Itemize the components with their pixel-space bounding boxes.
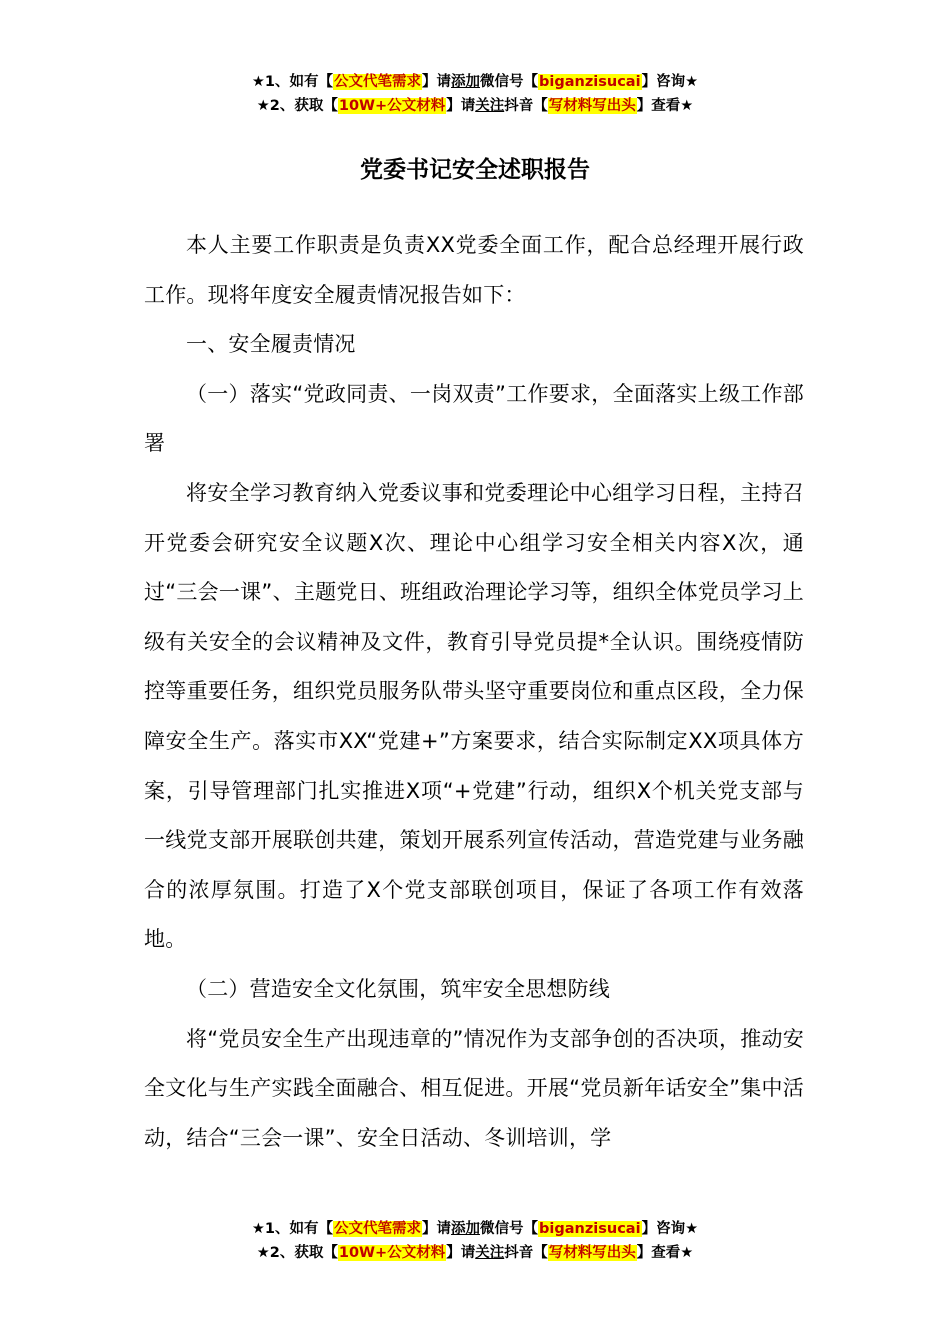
douyin-account: 写材料写出头 — [548, 1245, 636, 1261]
subsection-heading: （二）营造安全文化氛围，筑牢安全思想防线 — [186, 976, 610, 1001]
promo-line-2: ★2、获取【10W+公文材料】请关注抖音【写材料写出头】查看★ — [256, 98, 694, 114]
subsection-heading: （一）落实“党政同责、一岗双责”工作要求，全面落实上级工作部署 — [144, 381, 804, 456]
highlight-text: 公文代笔需求 — [334, 1221, 422, 1237]
promo-banner-top — [0, 70, 950, 118]
wechat-id: biganzisucai — [539, 74, 641, 90]
document-title: 党委书记安全述职报告 — [360, 157, 590, 183]
document-body — [144, 221, 804, 1163]
douyin-account: 写材料写出头 — [548, 98, 636, 114]
highlight-text: 10W+公文材料 — [338, 98, 446, 114]
underlined-text: 关注 — [475, 98, 505, 114]
promo-banner-bottom — [0, 1217, 950, 1265]
wechat-id: biganzisucai — [539, 1221, 641, 1237]
underlined-text: 添加 — [451, 1221, 481, 1237]
promo-line-2: ★2、获取【10W+公文材料】请关注抖音【写材料写出头】查看★ — [256, 1245, 694, 1261]
section-heading: 一、安全履责情况 — [186, 332, 356, 357]
highlight-text: 10W+公文材料 — [338, 1245, 446, 1261]
underlined-text: 关注 — [475, 1245, 505, 1261]
paragraph: 将“党员安全生产出现违章的”情况作为支部争创的否决项，推动安全文化与生产实践全面融合、相互促进。开展“党员新年话安全”集中活动，结合“三会一课”、安全日活动、冬训培训，学 — [144, 1026, 804, 1150]
promo-line-1: ★1、如有【公文代笔需求】请添加微信号【biganzisucai】咨询★ — [251, 74, 699, 90]
paragraph-intro: 本人主要工作职责是负责XX党委全面工作，配合总经理开展行政工作。现将年度安全履责情况报告如下： — [144, 233, 804, 307]
paragraph: 将安全学习教育纳入党委议事和党委理论中心组学习日程，主持召开党委会研究安全议题X次、理论中心组学习安全相关内容X次，通过“三会一课”、主题党日、班组政治理论学习等，组织全体党员学习上级有关安全的会议精神及文件，教育引导党员提*全认识。围绕疫情防控等重要任务，组织党员服务队带头坚守重要岗位和重点区段，全力保障安全生产。落实市XX“党建+”方案要求，结合实际制定XX项具体方案，引导管理部门扎实推进X项“+党建”行动，组织X个机关党支部与一线党支部开展联创共建，策划开展系列宣传活动，营造党建与业务融合的浓厚氛围。打造了X个党支部联创项目，保证了各项工作有效落地。 — [144, 480, 804, 952]
promo-line-1: ★1、如有【公文代笔需求】请添加微信号【biganzisucai】咨询★ — [251, 1221, 699, 1237]
underlined-text: 添加 — [451, 74, 481, 90]
highlight-text: 公文代笔需求 — [334, 74, 422, 90]
